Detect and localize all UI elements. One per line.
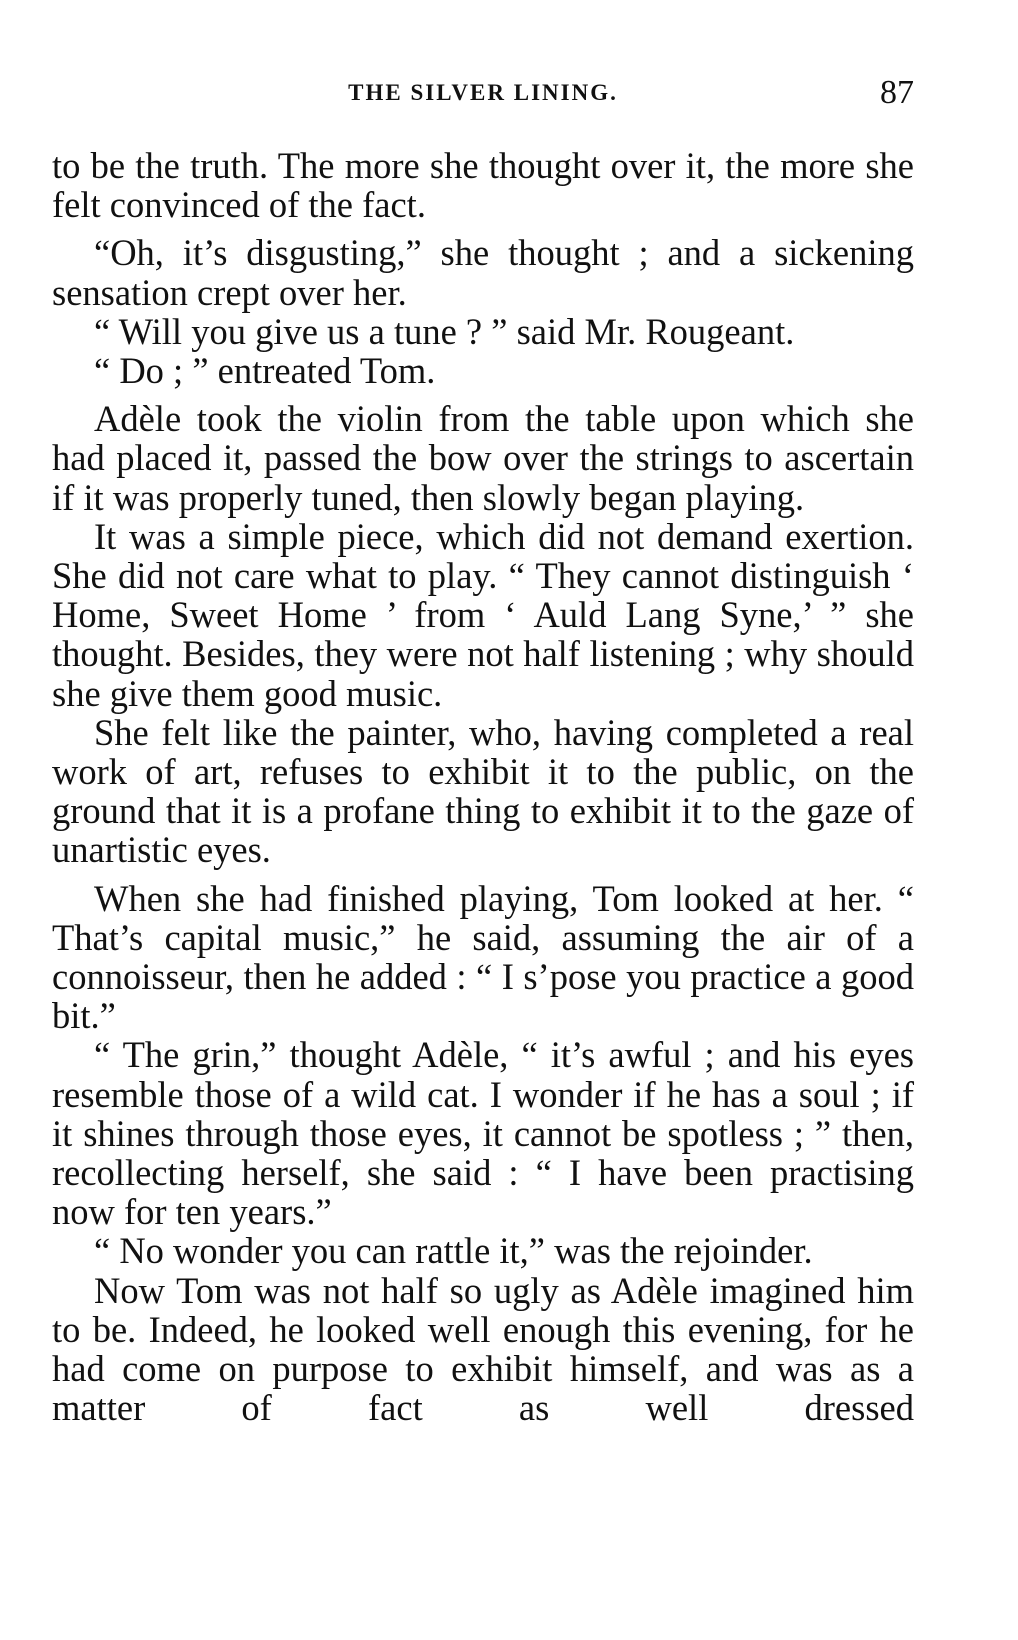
running-head	[52, 76, 914, 116]
paragraph: “ Will you give us a tune ? ” said Mr. Rougeant.	[94, 310, 795, 352]
paragraph: “ The grin,” thought Adèle, “ it’s awful ; and his eyes resemble those of a wild cat. I wonder if he has a soul ; if it shines through those eyes, it cannot be spotless ; ” then, recollecting herself, she said : “ I have been practising now for ten years.”	[52, 1034, 914, 1233]
paragraph: When she had finished playing, Tom looked at her. “ That’s capital music,” he said, assuming the air of a connoisseur, then he added : “ I s’pose you practice a good bit.”	[52, 877, 914, 1037]
paragraph: “ No wonder you can rattle it,” was the rejoinder.	[94, 1230, 813, 1272]
paragraph: Now Tom was not half so ugly as Adèle imagined him to be. Indeed, he looked well enough this evening, for he had come on purpose to exhibit himself, and was as a matter of fact as well dressed	[52, 1269, 914, 1429]
page-number: 87	[880, 74, 914, 111]
paragraph: She felt like the painter, who, having completed a real work of art, refuses to exhibit it to the public, on the ground that it is a profane thing to exhibit it to the gaze of unartistic eyes.	[52, 711, 914, 871]
paragraph: to be the truth. The more she thought over it, the more she felt convinced of the fact.	[52, 145, 914, 226]
running-title: THE SILVER LINING.	[348, 80, 618, 105]
paragraph: It was a simple piece, which did not demand exertion. She did not care what to play. “ They cannot distinguish ‘ Home, Sweet Home ’ from ‘ Auld Lang Syne,’ ” she thought. Besides, they were not half listening ; why should she give them good music.	[52, 515, 914, 714]
paragraph: “Oh, it’s disgusting,” she thought ; and a sickening sensation crept over her.	[52, 232, 914, 313]
paragraph: “ Do ; ” entreated Tom.	[94, 350, 436, 392]
text-body	[52, 146, 914, 1428]
paragraph: Adèle took the violin from the table upon which she had placed it, passed the bow over the strings to ascertain if it was properly tuned, then slowly began playing.	[52, 398, 914, 518]
